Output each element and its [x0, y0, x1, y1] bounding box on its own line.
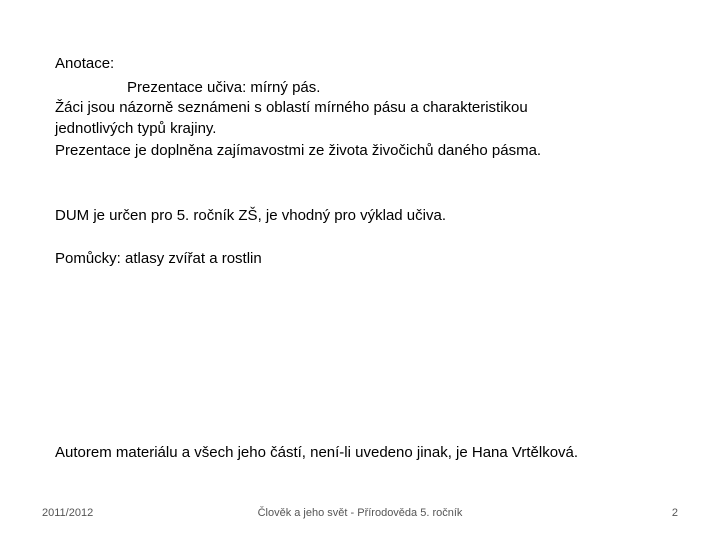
author-info: Autorem materiálu a všech jeho částí, není-li uvedeno jinak, je Hana Vrtělková. — [55, 444, 579, 461]
description-line-2: jednotlivých typů krajiny. — [55, 120, 217, 137]
annotation-heading: Anotace: — [55, 55, 115, 72]
aids-info: Pomůcky: atlasy zvířat a rostlin — [55, 250, 262, 267]
page-number: 2 — [671, 507, 678, 519]
dum-info: DUM je určen pro 5. ročník ZŠ, je vhodný pro výklad učiva. — [55, 207, 446, 224]
footer-title: Člověk a jeho svět - Přírodověda 5. ročník — [257, 507, 463, 519]
description-line-1: Žáci jsou názorně seznámeni s oblastí mírného pásu a charakteristikou — [55, 99, 528, 116]
description-line-3: Prezentace je doplněna zajímavostmi ze života živočichů daného pásma. — [55, 142, 542, 159]
presentation-subtitle: Prezentace učiva: mírný pás. — [127, 79, 321, 96]
footer-date: 2011/2012 — [42, 507, 94, 519]
